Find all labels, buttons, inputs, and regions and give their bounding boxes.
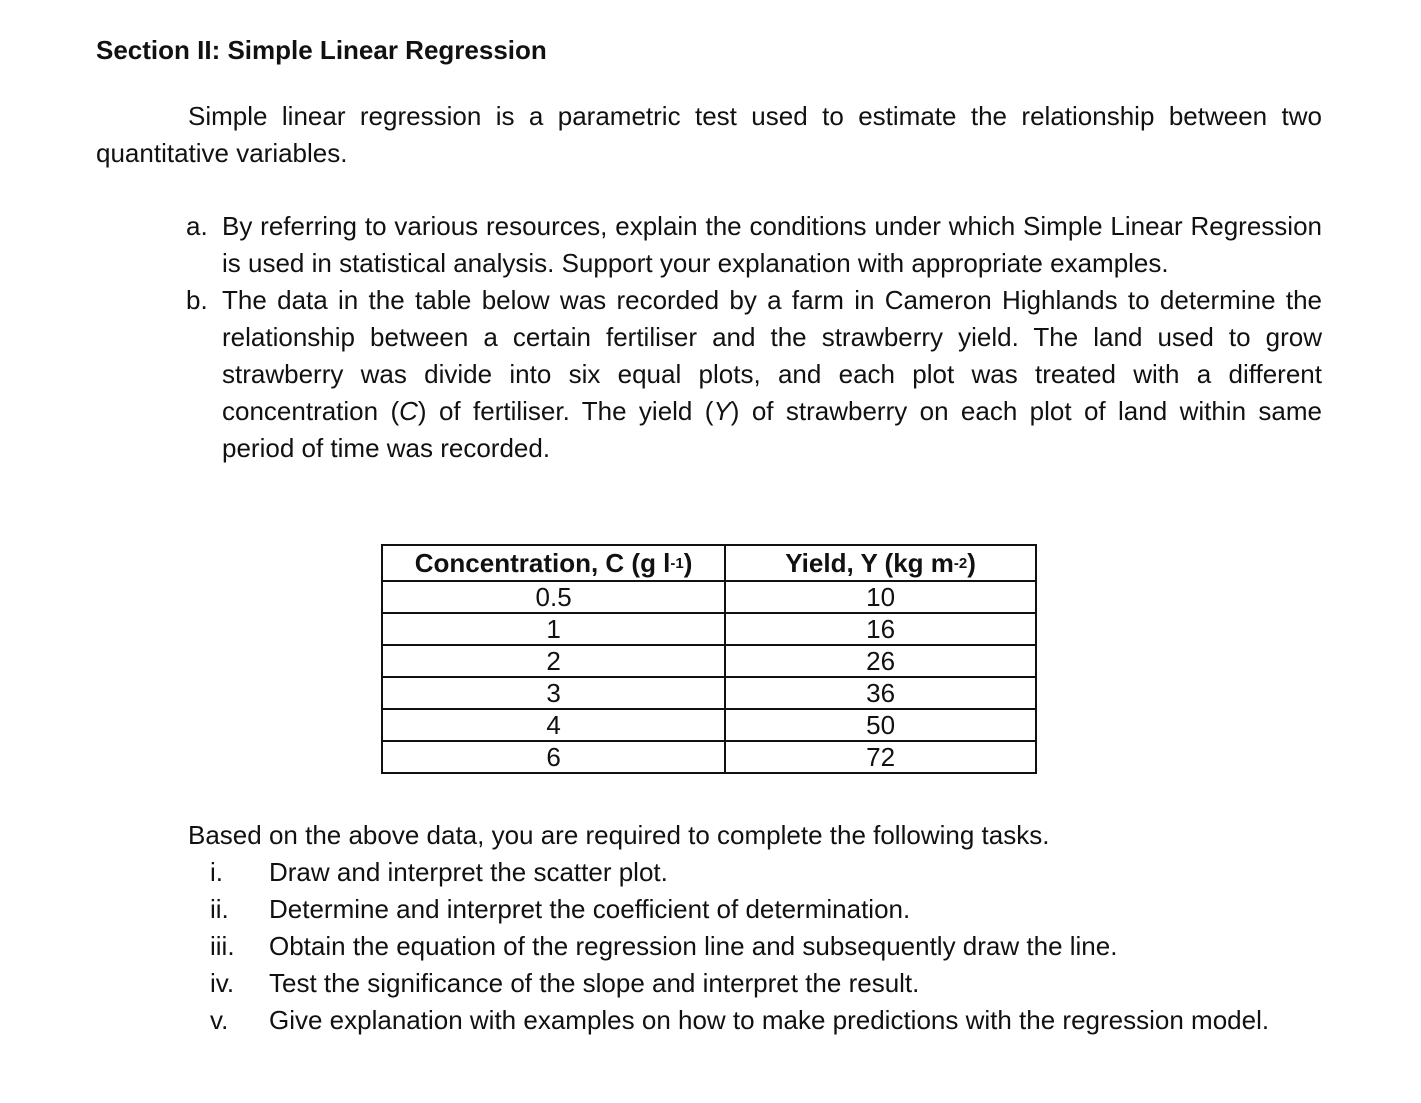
cell-yield: 16 <box>725 613 1036 645</box>
question-b-text <box>222 282 1322 467</box>
header-yield: Yield, Y (kg $m^{-2}$) <box>725 545 1036 581</box>
question-b-marker: b. <box>186 285 208 315</box>
table-row <box>382 677 1036 709</box>
table-row <box>382 581 1036 613</box>
cell-concentration: 2 <box>382 645 725 677</box>
cell-concentration: 0.5 <box>382 581 725 613</box>
task-item <box>210 965 1322 1002</box>
header-concentration: Concentration, C (g $l^{-1}$) <box>382 545 725 581</box>
cell-concentration: 4 <box>382 709 725 741</box>
task-marker: iii. <box>210 931 235 961</box>
cell-yield: 72 <box>725 741 1036 773</box>
task-marker: i. <box>210 857 223 887</box>
question-a <box>186 208 1322 282</box>
task-marker: iv. <box>210 968 235 998</box>
question-b-text-part2: ) of fertiliser. The yield ( <box>417 396 714 426</box>
cell-yield: 26 <box>725 645 1036 677</box>
cell-concentration: 1 <box>382 613 725 645</box>
table-row <box>382 645 1036 677</box>
question-b-text-part1: The data in the table below was recorded by a farm in Cameron Highlands to determine the relationship between a certain fertiliser and the strawberry yield. The land used to grow strawberry was divide into six equal plots, and each plot was treated with a different concentration ( <box>222 285 1322 426</box>
table-row <box>382 741 1036 773</box>
task-item <box>210 1002 1322 1039</box>
table-row <box>382 709 1036 741</box>
intro-paragraph: Simple linear regression is a parametric test used to estimate the relationship between two quantitative variables. <box>96 101 1322 168</box>
cell-yield: 10 <box>725 581 1036 613</box>
task-marker: ii. <box>210 894 229 924</box>
cell-concentration: 3 <box>382 677 725 709</box>
task-item <box>210 891 1322 928</box>
task-item <box>210 928 1322 965</box>
variable-c: C <box>399 396 418 426</box>
section-title: Section II: Simple Linear Regression <box>96 35 547 65</box>
cell-yield: 36 <box>725 677 1036 709</box>
task-list <box>210 854 1322 1039</box>
task-text: Test the significance of the slope and interpret the result. <box>269 968 920 998</box>
task-item <box>210 854 1322 891</box>
table-header-row <box>382 545 1036 581</box>
question-b-text-part3: ) of strawberry on each plot of land within same period of time was recorded. <box>222 396 1322 463</box>
cell-yield: 50 <box>725 709 1036 741</box>
tasks-intro: Based on the above data, you are required to complete the following tasks. <box>188 820 1050 850</box>
task-text: Draw and interpret the scatter plot. <box>269 857 668 887</box>
task-text: Give explanation with examples on how to make predictions with the regression model. <box>269 1005 1270 1035</box>
cell-concentration: 6 <box>382 741 725 773</box>
variable-y: Y <box>713 396 731 426</box>
question-a-text: By referring to various resources, explain the conditions under which Simple Linear Regression is used in statistical analysis. Support your explanation with appropriate examples. <box>222 211 1322 278</box>
question-b <box>186 282 1322 467</box>
question-a-marker: a. <box>186 211 208 241</box>
task-text: Determine and interpret the coefficient of determination. <box>269 894 911 924</box>
task-marker: v. <box>210 1005 229 1035</box>
task-text: Obtain the equation of the regression line and subsequently draw the line. <box>269 931 1118 961</box>
table-row <box>382 613 1036 645</box>
question-list <box>186 208 1322 467</box>
data-table <box>381 544 1037 774</box>
